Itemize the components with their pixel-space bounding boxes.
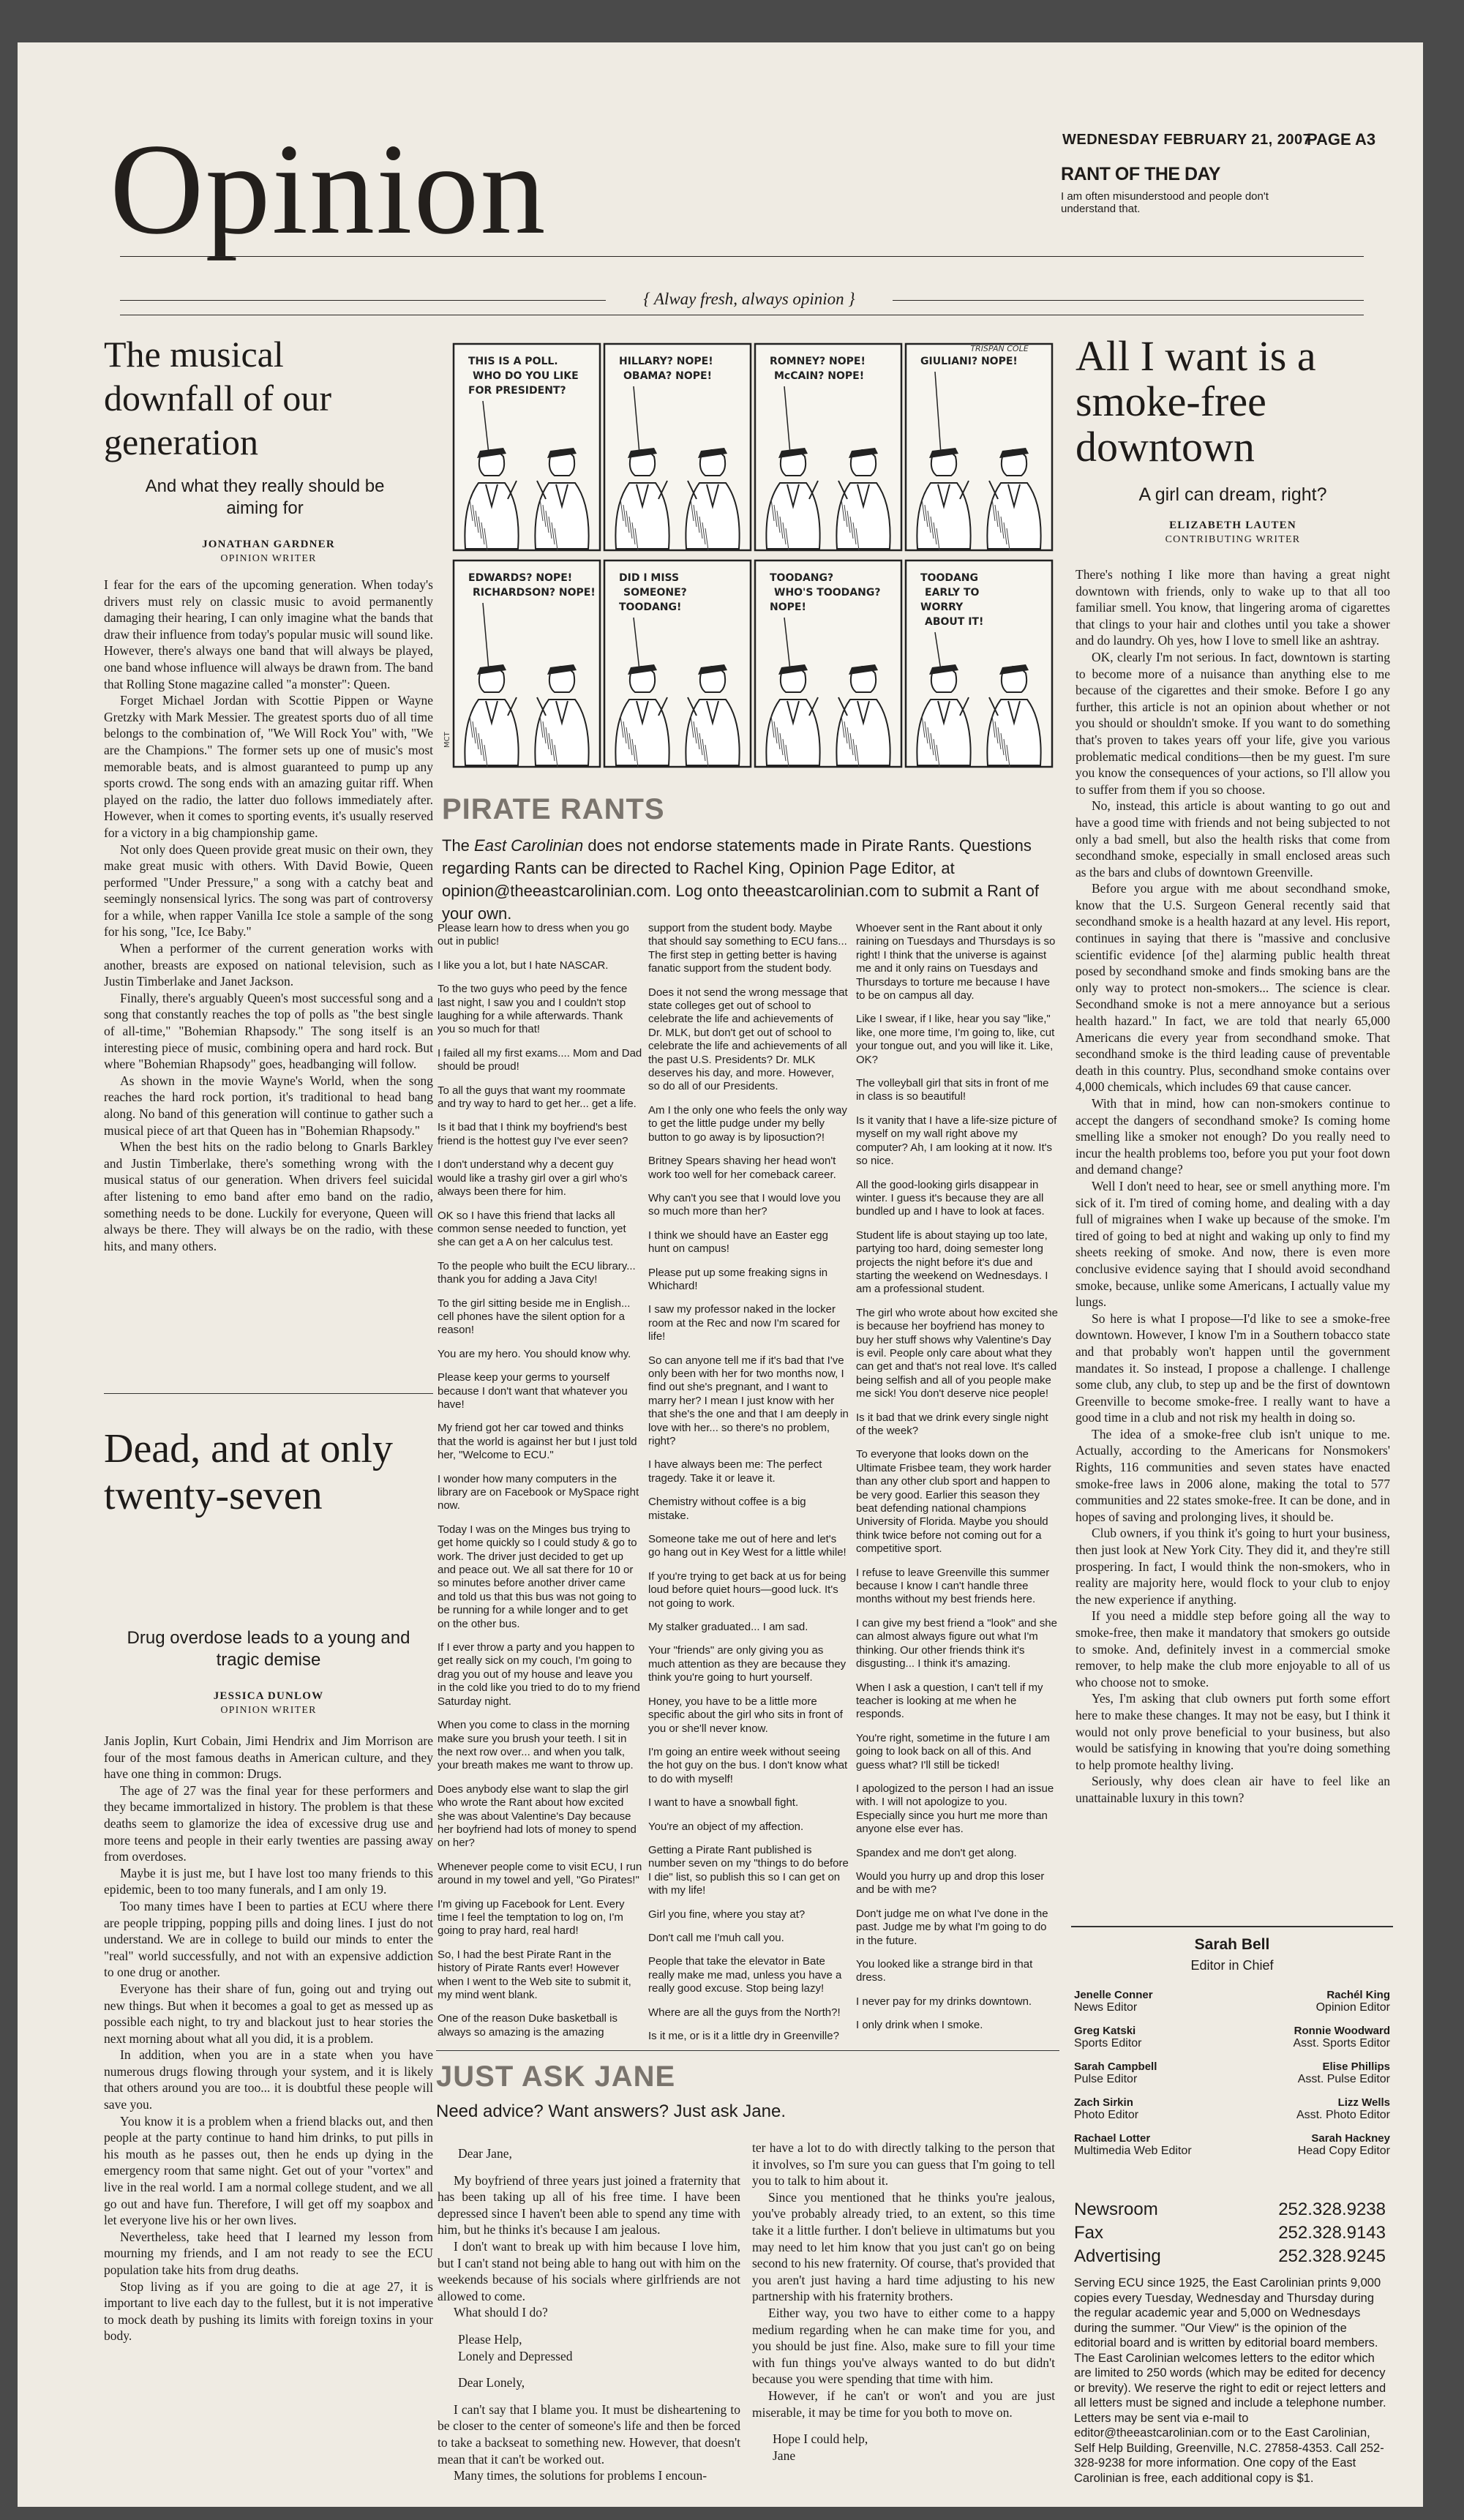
smoke-paragraph: Well I don't need to hear, see or smell anything more. I'm sick of it. I'm tired of coming home, and dealing with a day full of migraines when I wake up because of the smoke. I'm tired of going to bed at night and waking up only to find my sheets reeking of smoke. And now, there is even more conclusive evidence saying that I should avoid secondhand smoke, because, unlike some Americans, I actually value my lungs. — [1076, 1178, 1390, 1310]
music-paragraph: When the best hits on the radio belong to Gnarls Barkley and Justin Timberlake, there's something wrong with the musical status of our generation. When drivers feel suicidal after listening to emo band after emo band on the radio, something needs to be done. Luckily for everyone, Queen will always be there. They will always be on the radio, with these hits, and many others. — [104, 1139, 433, 1253]
rant-item: If you're trying to get back at us for being loud before quiet hours—good luck. It's not going to work. — [648, 1570, 847, 1610]
speech-text: NOPE! — [770, 601, 806, 613]
rant-item: When I ask a question, I can't tell if my teacher is looking at me when he responds. — [856, 1681, 1043, 1721]
rant-item: Like I swear, if I like, hear you say "like," like, one more time, I'm going to, like, cut your tongue out, and you will like it. Like, OK? — [856, 1013, 1055, 1066]
rants-column-3 — [856, 922, 1058, 2049]
staff-title: Opinion Editor — [1315, 2001, 1390, 2014]
dead-author-role: OPINION WRITER — [220, 1705, 317, 1716]
rant-item: Getting a Pirate Rant published is number seven on my "things to do before I die" list, so publish this so I can get on with my life! — [648, 1843, 849, 1897]
letter-salutation: Dear Lonely, — [458, 2375, 525, 2390]
staff-name: Sarah Hackney — [1311, 2132, 1390, 2145]
speech-text: EARLY TO — [925, 587, 980, 599]
rant-item: You're an object of my affection. — [648, 1820, 804, 1833]
smoke-paragraph: So here is what I propose—I'd like to see a smoke-free downtown. However, I know I'm in a Southern tobacco state and that probably won't happen until the government mandates it. So instead, I propose a challenge. I challenge some club, any club, to step up and be the first of downtown Greenville to become smoke-free. I really want to have a good time in a club and not risk my health in doing so. — [1076, 1310, 1390, 1425]
dead-paragraph: Nevertheless, take heed that I learned my lesson from mourning my friends, and I am not ready to see the ECU population take hits from drug deaths. — [104, 2229, 433, 2277]
rant-item: To the girl sitting beside me in English... cell phones have the silent option for a reason! — [438, 1297, 631, 1337]
rants-column-2 — [648, 922, 849, 2049]
rant-item: I failed all my first exams.... Mom and Dad should be proud! — [438, 1046, 642, 1073]
rant-item: When you come to class in the morning make sure you brush your teeth. I sit in the next row over... and when you talk, your breath makes me want to throw up. — [438, 1719, 634, 1772]
speech-text: WHO'S TOODANG? — [774, 587, 881, 599]
dead-paragraph: Stop living as if you are going to die at age 27, it is important to live each day to the fullest, but it is not imperative to mock death by pushing its limits with foreign toxins in your body. — [104, 2279, 433, 2344]
dead-paragraph: You know it is a problem when a friend blacks out, and then people at the party continue to hand him drinks, to put pills in his mouth as he passes out, then he ends up dying in the emergency room that same night. Get out of your "vortex" and live in the real world. I am a normal college student, and we all go out and have fun. Therefore, I will get off my soapbox and let everyone live his or her own lives. — [104, 2113, 433, 2228]
letter-paragraph: ter have a lot to do with directly talking to the person that it involves, so I'm sure you can guess that I'm going to tell you to talk to him about it. — [752, 2140, 1055, 2189]
letter-signature: Lonely and Depressed — [458, 2348, 573, 2363]
rant-item: Why can't you see that I would love you so much more than her? — [648, 1191, 841, 1218]
section-title: Opinion — [110, 116, 547, 261]
contact-list — [1074, 2198, 1390, 2268]
rant-item: Is it bad that we drink every single night of the week? — [856, 1411, 1048, 1437]
rant-item: support from the student body. Maybe that should say something to ECU fans... The first step in getting better is having fanatic support from the student body. — [648, 922, 847, 975]
staff-title: Pulse Editor — [1074, 2073, 1138, 2085]
music-subheadline: And what they really should be aiming for — [145, 476, 385, 518]
music-author: JONATHAN GARDNER — [202, 539, 335, 550]
music-paragraph: I fear for the ears of the upcoming generation. When today's drivers must rely on classic music to avoid permanently damaging their hearing, I can only imagine what the bands that draw their influence from today's popular music will sound like. However, there's always one band that will always be played, one band whose influence will always be drawn from. The band that Rolling Stone magazine called "a monster": Queen. — [104, 577, 433, 691]
rant-item: Girl you fine, where you stay at? — [648, 1908, 806, 1921]
rant-item: I have always been me: The perfect tragedy. Take it or leave it. — [648, 1458, 822, 1485]
rant-item: Please learn how to dress when you go out in public! — [438, 922, 629, 948]
rant-item: Where are all the guys from the North?! — [648, 2006, 841, 2019]
left-column-divider — [104, 1393, 433, 1394]
staff-name: Rachél King — [1326, 1989, 1390, 2001]
smoke-paragraph: With that in mind, how can non-smokers continue to accept the dangers of secondhand smoke? Is coming home smelling like a smoker not enough? Do you really need to incur the health problems too, before you put your foot down and demand change? — [1076, 1096, 1390, 1177]
jane-column-2 — [752, 2140, 1055, 2469]
speech-text: RICHARDSON? NOPE! — [473, 587, 596, 599]
masthead-tagline: { Alway fresh, always opinion } — [610, 290, 888, 309]
music-paragraph: Forget Michael Jordan with Scottie Pippen or Wayne Gretzky with Mark Messier. The greatest sports duo of all time belongs to the combination of, "We Will Rock You" with, "We are the Champions." The former sets up one of music's most memorable beats, and is almost guaranteed to pump up any sports crowd. The song ends with an amazing guitar riff. When played on the radio, the latter duo follows immediately after. However, when it comes to sporting events, it's usually reserved for a victory in a big championship game. — [104, 693, 433, 840]
dead-paragraph: In addition, when you are in a state when you have numerous drugs flowing through your system, and it is likely that others around you are too... it is doubtful these people will save you. — [104, 2047, 433, 2112]
rant-item: Does it not send the wrong message that state colleges get out of school to celebrate the life and achievements of Dr. MLK, but don't get out of school to celebrate the life and achievements of all the past U.S. Presidents? Dr. MLK deserves his day, and more. However, so do all of our Presidents. — [648, 986, 848, 1093]
rant-item: Honey, you have to be a little more specific about the girl who sits in front of you or she'll never know. — [648, 1695, 843, 1735]
intro-rest: does not endorse statements made in Pirate Rants. Questions regarding Rants can be directed to Rachel King, Opinion Page Editor, at opinion@theeastcarolinian.com. Log onto theeastcarolinian.com to submit a Rant of your own. — [442, 836, 1040, 923]
speech-text: McCAIN? NOPE! — [774, 370, 865, 382]
rant-of-day-text: I am often misunderstood and people don't understand that. — [1061, 190, 1269, 215]
rant-item: Don't judge me on what I've done in the past. Judge me by what I'm going to do in the future. — [856, 1907, 1048, 1947]
rant-item: Does anybody else want to slap the girl who wrote the Rant about how excited she was about Valentine's Day because her boyfriend had lots of money to spend on her? — [438, 1782, 637, 1850]
letter-paragraph: I don't want to break up with him because I love him, but I can't stand not being able to hang out with him on the weekends because of his socials where girlfriends are not allowed to come. — [438, 2238, 740, 2303]
music-paragraph: Finally, there's arguably Queen's most successful song and a song that constantly reaches the top of polls as "the best single of all-time," "Bohemian Rhapsody." The song itself is an interesting piece of music, combining opera and hard rock. But where "Bohemian Rhapsody" goes, headbanging will follow. — [104, 990, 433, 1072]
wire-credit: MCT — [443, 732, 451, 748]
rant-item: Someone take me out of here and let's go hang out in Key West for a little while! — [648, 1533, 847, 1559]
speech-text: HILLARY? NOPE! — [619, 356, 713, 367]
rant-item: I'm going an entire week without seeing the hot guy on the bus. I don't know what to do with myself! — [648, 1745, 848, 1785]
dead-headline: Dead, and at only twenty-seven — [104, 1426, 393, 1518]
smoke-body — [1076, 566, 1390, 1920]
contact-row — [1074, 2245, 1390, 2268]
letter-salutation: Dear Jane, — [458, 2146, 512, 2161]
contact-label: Advertising — [1074, 2246, 1161, 2266]
dead-paragraph: Too many times have I been to parties at ECU where there are people tripping, popping pills and doing lines. I just do not understand. We are in college to build our minds to enter the "real" world successfully, and not with an expensive addiction to one drug or another. — [104, 1898, 433, 1980]
staff-row — [1074, 2096, 1390, 2122]
staff-title: News Editor — [1074, 2001, 1138, 2014]
rant-item: Britney Spears shaving her head won't work too well for her comeback career. — [648, 1155, 836, 1181]
smoke-paragraph: There's nothing I like more than having a great night downtown with friends, only to wake up to that all too familiar smell. You know, that lingering aroma of cigarettes that clings to your hair and clothes until you take a shower and do laundry. Oh yes, how I love to smell like an ashtray. — [1076, 567, 1390, 648]
staff-row — [1074, 2060, 1390, 2086]
staff-name: Zach Sirkin — [1074, 2096, 1133, 2109]
rant-item: All the good-looking girls disappear in winter. I guess it's because they are all bundled up and I have to look at faces. — [856, 1178, 1045, 1218]
rant-item: I refuse to leave Greenville this summer because I know I can't handle three months without my best friends here. — [856, 1566, 1050, 1606]
staff-title: Photo Editor — [1074, 2109, 1139, 2121]
rant-item: People that take the elevator in Bate really make me mad, unless you have a really good excuse. Stop being lazy! — [648, 1955, 842, 1995]
contact-row — [1074, 2198, 1390, 2221]
cartoonist-credit: TRISPAN COLE — [970, 344, 1029, 353]
staff-name: Ronnie Woodward — [1294, 2025, 1390, 2037]
letter-paragraph: I can't say that I blame you. It must be disheartening to be closer to the center of someone's life and then be forced to take a backseat to something new. However, that doesn't mean that it can't be worked out. — [438, 2401, 740, 2467]
speech-text: GIULIANI? NOPE! — [920, 356, 1018, 367]
letter-paragraph: Since you mentioned that he thinks you're jealous, you've probably already tried, to an extent, so this time take it a little further. I don't believe in ultimatums but you may need to let him know that you just can't go on being second to his new fraternity. Of course, that's provided that you aren't just having a hard time adjusting to his new partnership with his fraternity brothers. — [752, 2189, 1055, 2304]
rant-item: I saw my professor naked in the locker room at the Rec and now I'm scared for life! — [648, 1303, 841, 1343]
cartoon-panel — [454, 344, 600, 550]
speech-text: ABOUT IT! — [925, 616, 984, 628]
rant-item: Spandex and me don't get along. — [856, 1846, 1017, 1859]
staff-row — [1074, 1989, 1390, 2014]
dead-body — [104, 1733, 433, 2464]
speech-text: TOODANG? — [770, 572, 834, 584]
staff-title: Asst. Sports Editor — [1293, 2037, 1390, 2050]
rant-item: Am I the only one who feels the only way to get the little pudge under my belly button to go away is by liposuction?! — [648, 1103, 847, 1144]
letter-paragraph: Either way, you two have to either come to a happy medium regarding when he can make time for you, and you should be just fine. Also, make sure to fill your time with fun things you've always wanted to do but didn't because you were spending that time with him. — [752, 2305, 1055, 2387]
rant-item: One of the reason Duke basketball is always so amazing is the amazing — [438, 2012, 617, 2039]
smoke-headline: All I want is a smoke-free downtown — [1076, 332, 1316, 470]
cartoon-panel — [906, 344, 1052, 550]
music-author-role: OPINION WRITER — [220, 553, 317, 564]
tagline-rule-left — [120, 300, 606, 301]
editor-in-chief-name: Sarah Bell — [1194, 1936, 1270, 1953]
smoke-subheadline: A girl can dream, right? — [1138, 484, 1327, 505]
rant-item: To everyone that looks down on the Ultimate Frisbee team, they work harder than any other club sport and happen to be very good. Earlier this season they beat defending national champions University of Florida. Maybe you should think twice before not coming out for a competitive sport. — [856, 1448, 1051, 1556]
rant-item: To the two guys who peed by the fence last night, I saw you and I couldn't stop laughing for a while afterwards. Thank you so much for that! — [438, 983, 628, 1036]
rant-item: I like you a lot, but I hate NASCAR. — [438, 959, 609, 972]
staff-policy: Serving ECU since 1925, the East Carolinian prints 9,000 copies every Tuesday, Wednesday and Thursday during the regular academic year and 5,000 on Wednesdays during the summer. "Our View" is the opinion of the editorial board and is written by editorial board members. The East Carolinian welcomes letters to the editor which are limited to 250 words (which may be edited for decency or brevity). We reserve the right to edit or reject letters and all letters must be signed and include a telephone number. Letters may be sent via e-mail to editor@theeastcarolinian.com or to the East Carolinian, Self Help Building, Greenville, N.C. 27858-4353. Call 252-328-9238 for more information. One copy of the East Carolinian is free, each additional copy is $1. — [1074, 2276, 1386, 2485]
cartoon-panel — [454, 560, 600, 767]
tagline-rule-right — [893, 300, 1364, 301]
staff-row — [1074, 2132, 1390, 2158]
speech-text: OBAMA? NOPE! — [623, 370, 712, 382]
rant-item: I never pay for my drinks downtown. — [856, 1995, 1032, 2008]
staff-name: Lizz Wells — [1337, 2096, 1390, 2109]
cartoon-panel — [755, 560, 901, 767]
speech-text: FOR PRESIDENT? — [468, 385, 566, 397]
newspaper-page — [18, 42, 1423, 2507]
issue-date: WEDNESDAY FEBRUARY 21, 2007 — [1062, 132, 1312, 148]
staff-title: Asst. Pulse Editor — [1297, 2073, 1390, 2085]
rant-item: My friend got her car towed and thinks that the world is against her but I just told her, "Welcome to ECU." — [438, 1422, 637, 1462]
smoke-paragraph: OK, clearly I'm not serious. In fact, downtown is starting to become more of a nuisance than anything else to me because of the cigarettes and their smoke. Before I go any further, this article is not an opinion about whether or not you should or shouldn't smoke. If you want to do something that's proven to takes years off your life, give you various problematic medical conditions—then be my guest. I'm sure you know the consequences of your actions, so I'll allow you to suffer from them if you so choose. — [1076, 649, 1390, 797]
smoke-paragraph: Yes, I'm asking that club owners put forth some effort here to make these changes. It may not be easy, but I think it would not only prove beneficial to your business, but also would be satisfying in knowing that you're doing something to help promote healthy living. — [1076, 1691, 1390, 1772]
contact-number: 252.328.9238 — [1278, 2200, 1386, 2219]
rant-item: Please put up some freaking signs in Whichard! — [648, 1266, 828, 1292]
rant-item: You looked like a strange bird in that dress. — [856, 1958, 1033, 1984]
speech-text: TOODANG — [920, 572, 979, 584]
jane-column-1 — [438, 2140, 740, 2483]
letter-signature: Jane — [773, 2448, 796, 2463]
rant-item: To all the guys that want my roommate and try way to hard to get her... get a life. — [438, 1084, 637, 1111]
dead-paragraph: Everyone has their share of fun, going out and trying out new things. But when it becomes a goal to get as messed up as possible each night, to try and blackout just to hear stories the next morning about what all you did, it is a problem. — [104, 1981, 433, 2046]
speech-text: WORRY — [920, 601, 964, 613]
cartoon-panel — [604, 344, 751, 550]
rant-item: The girl who wrote about how excited she is because her boyfriend has money to buy her stuff shows why Valentine's Day is evil. People only care about what they can get and that's not real love. It's called being selfish and all of you people make me sick! You don't deserve nice people! — [856, 1306, 1058, 1400]
dead-paragraph: The age of 27 was the final year for these performers and they became immortalized in history. The problem is that these deaths seem to glamorize the idea of excessive drug use and more teens and people in their early twenties are passing away from overdoses. — [104, 1782, 433, 1864]
cartoon-panel — [906, 560, 1052, 767]
rant-item: You are my hero. You should know why. — [438, 1347, 631, 1360]
rant-item: So can anyone tell me if it's bad that I've only been with her for two months now, I find out she's pregnant, and I want to marry her? I mean I just know with her that she's the one and that I am deeply in love with her... so there's no problem, right? — [648, 1354, 849, 1447]
masthead-rule-top — [120, 256, 1364, 257]
rant-item: Your "friends" are only giving you as much attention as they are because they think you're going to hurt yourself. — [648, 1644, 847, 1684]
staff-title: Sports Editor — [1074, 2037, 1142, 2050]
intro-prefix: The — [442, 836, 475, 855]
smoke-paragraph: No, instead, this article is about wanting to go out and have a good time with friends and not being subjected to not only a bad smell, but also the health risks that come from secondhand smoke, especially in small enclosed areas such as the bars and clubs of downtown Greenville. — [1076, 798, 1390, 880]
letter-signoff: Hope I could help, — [773, 2431, 868, 2447]
rant-item: OK so I have this friend that lacks all common sense needed to function, yet she can get a A on her calculus test. — [438, 1209, 626, 1249]
letter-signoff: Please Help, — [458, 2331, 522, 2347]
staff-name: Rachael Lotter — [1074, 2132, 1151, 2145]
rant-item: Would you hurry up and drop this loser and be with me? — [856, 1870, 1045, 1897]
letter-paragraph: What should I do? — [454, 2305, 548, 2320]
speech-text: ROMNEY? NOPE! — [770, 356, 866, 367]
rant-item: The volleyball girl that sits in front of me in class is so beautiful! — [856, 1077, 1049, 1103]
rant-item: I'm giving up Facebook for Lent. Every time I feel the temptation to log on, I'm going to pray hard, real hard! — [438, 1897, 625, 1938]
staff-top-rule — [1071, 1926, 1393, 1927]
pirate-rants-title: PIRATE RANTS — [442, 793, 665, 825]
rant-item: You're right, sometime in the future I am going to look back on all of this. And guess what? I'll still be ticked! — [856, 1731, 1050, 1771]
cartoon-panel — [604, 560, 751, 767]
letter-paragraph: Many times, the solutions for problems I encoun- — [454, 2468, 707, 2483]
smoke-paragraph: Club owners, if you think it's going to hurt your business, then just look at New York City. They did it, and they're still prospering. In fact, I would think the non-smokers, who in reality are majority here, would flock to your club to enjoy the new experience if anything. — [1076, 1526, 1390, 1607]
rant-item: I only drink when I smoke. — [856, 2019, 983, 2032]
rant-item: Today I was on the Minges bus trying to get home quickly so I could study & go to work. The driver just decided to get up and peace out. We all sat there for 10 or so minutes before another driver came and told us that this bus was not going to be running for a while longer and to get on the other bus. — [438, 1523, 637, 1630]
staff-name: Greg Katski — [1074, 2025, 1136, 2037]
intro-paper-name: East Carolinian — [474, 836, 584, 855]
staff-name: Elise Phillips — [1322, 2060, 1390, 2073]
staff-row — [1074, 2025, 1390, 2050]
rant-item: So, I had the best Pirate Rant in the history of Pirate Rants ever! However when I went to the Web site to submit it, my mind went blank. — [438, 1948, 631, 2001]
rant-item: Chemistry without coffee is a big mistake. — [648, 1496, 806, 1522]
political-cartoon — [443, 338, 1054, 781]
contact-row — [1074, 2221, 1390, 2245]
rant-item: I think we should have an Easter egg hunt on campus! — [648, 1229, 828, 1256]
letter-paragraph: My boyfriend of three years just joined a fraternity that has been taking up all of his free time. I have been depressed since I haven't been able to spend any time with him, but he thinks it's because I am jealous. — [438, 2172, 740, 2238]
staff-title: Multimedia Web Editor — [1074, 2145, 1192, 2157]
smoke-author: ELIZABETH LAUTEN — [1169, 520, 1296, 531]
jane-subtitle: Need advice? Want answers? Just ask Jane. — [436, 2101, 787, 2121]
rant-item: Is it bad that I think my boyfriend's best friend is the hottest guy I've ever seen? — [438, 1121, 628, 1147]
rant-item: I can give my best friend a "look" and she can almost always figure out what I'm thinking. Our other friends think it's disgusting... I think it's amazing. — [856, 1616, 1057, 1670]
dead-subheadline: Drug overdose leads to a young and tragic demise — [127, 1628, 410, 1670]
letter-paragraph: However, if he can't or won't and you are just miserable, it may be time for you both to move on. — [752, 2388, 1055, 2420]
music-paragraph: When a performer of the current generation works with another, breasts are exposed on national television, such as Justin Timberlake and Janet Jackson. — [104, 941, 433, 989]
rant-item: I want to have a snowball fight. — [648, 1796, 799, 1810]
speech-text: EDWARDS? NOPE! — [468, 572, 573, 584]
jane-top-rule — [436, 2050, 1059, 2051]
rant-item: If I ever throw a party and you happen to get really sick on my couch, I'm going to drag you out of my house and leave you in the cold like you tried to do to my friend Saturday night. — [438, 1641, 640, 1708]
pirate-rants-intro — [442, 834, 1056, 925]
rant-item: Don't call me I'muh call you. — [648, 1931, 784, 1944]
speech-text: DID I MISS — [619, 572, 680, 584]
music-paragraph: As shown in the movie Wayne's World, when the song reaches the hard rock portion, it's traditional to head bang along. No band of this generation will continue to gather such a musical piece of art that Queen has in "Bohemian Rhapsody." — [104, 1073, 433, 1138]
music-body — [104, 577, 433, 1381]
music-paragraph: Not only does Queen provide great music on their own, they make great music with others. With David Bowie, Queen performed "Under Pressure," a song with a catchy beat and seemingly nonsensical lyrics. The song was part of controversy for a while, when rapper Vanilla Ice stole a sample of the song for his song, "Ice, Ice Baby." — [104, 841, 433, 940]
staff-title: Head Copy Editor — [1297, 2145, 1390, 2157]
rant-item: To the people who built the ECU library... thank you for adding a Java City! — [438, 1259, 636, 1286]
speech-text: THIS IS A POLL. — [468, 356, 558, 367]
dead-author: JESSICA DUNLOW — [213, 1690, 324, 1702]
contact-number: 252.328.9245 — [1278, 2246, 1386, 2266]
rant-item: I wonder how many computers in the library are on Facebook or MySpace right now. — [438, 1472, 639, 1512]
contact-number: 252.328.9143 — [1278, 2223, 1386, 2243]
rant-item: Please keep your germs to yourself because I don't want that whatever you have! — [438, 1371, 628, 1411]
smoke-paragraph: Before you argue with me about secondhand smoke, know that the U.S. Surgeon General recently said that secondhand smoke is a health hazard at any level. His report, continues in saying that there is "massive and conclusive scientific evidence [of the] alarming public health threat posed by secondhand smoke and finds smoking bans are the only way to protect non-smokers... The science is clear. Secondhand smoke is not a mere annoyance but a serious health hazard." In fact, we are told that nearly 65,000 Americans die every year from secondhand smoke. That secondhand smoke is the third leading cause of preventable death in this country. Plus, secondhand smoke contains over 4,000 chemicals, which includes 69 that cause cancer. — [1076, 881, 1390, 1095]
staff-list — [1074, 1989, 1390, 2168]
page-number: PAGE A3 — [1307, 130, 1376, 149]
rant-item: Is it me, or is it a little dry in Greenville? — [648, 2030, 839, 2042]
contact-label: Newsroom — [1074, 2200, 1158, 2219]
cartoon-panel — [755, 344, 901, 550]
rants-column-1 — [438, 922, 642, 2049]
speech-text: SOMEONE? — [623, 587, 687, 599]
cartoon-strip — [443, 338, 1054, 781]
dead-paragraph: Janis Joplin, Kurt Cobain, Jimi Hendrix and Jim Morrison are four of the most famous deaths in American culture, and they have one thing in common: Drugs. — [104, 1733, 433, 1782]
rant-item: Student life is about staying up too late, partying too hard, doing semester long projects the night before it's due and starting the weekend on Wednesdays. I am a professional student. — [856, 1229, 1048, 1296]
smoke-paragraph: Seriously, why does clean air have to feel like an unattainable luxury in this town? — [1076, 1774, 1390, 1805]
rant-item: My stalker graduated... I am sad. — [648, 1621, 808, 1634]
smoke-paragraph: If you need a middle step before going all the way to smoke-free, then make it mandatory that smokers go outside to smoke. And, definitely invest in a commercial smoke remover, to help make the club more enjoyable to all of us who choose not to smoke. — [1076, 1608, 1390, 1690]
staff-title: Asst. Photo Editor — [1296, 2109, 1390, 2121]
staff-name: Sarah Campbell — [1074, 2060, 1157, 2073]
rant-item: Whoever sent in the Rant about it only raining on Tuesdays and Thursdays is so right! I think that the universe is against me and it only rains on Tuesdays and Thursdays to torture me because I have to be on campus all day. — [856, 922, 1056, 1002]
smoke-paragraph: The idea of a smoke-free club isn't unique to me. Actually, according to the Americans for Nonsmokers' Rights, 116 communities and seven states have enacted smoke-free laws in 2006 alone, making the total to 577 communities and 22 states smoke-free. It can be done, and in hopes of saving and prolonging lives, it should be. — [1076, 1426, 1390, 1524]
contact-label: Fax — [1074, 2223, 1104, 2243]
staff-name: Jenelle Conner — [1074, 1989, 1153, 2001]
rant-item: I apologized to the person I had an issue with. I will not apologize to you. Especially since you hurt me more than anyone else ever has. — [856, 1782, 1054, 1836]
rant-item: Is it vanity that I have a life-size picture of myself on my wall right above my computer? Ah, I am looking at it now. It's so nice. — [856, 1114, 1057, 1168]
jane-title: JUST ASK JANE — [436, 2060, 676, 2093]
speech-text: TOODANG! — [619, 601, 682, 613]
speech-text: WHO DO YOU LIKE — [473, 370, 579, 382]
rant-item: I don't understand why a decent guy would like a trashy girl over a girl who's always been there for him. — [438, 1158, 628, 1199]
dead-paragraph: Maybe it is just me, but I have lost too many friends to this epidemic, been to too many funerals, and I am only 19. — [104, 1865, 433, 1897]
rant-item: Whenever people come to visit ECU, I run around in my towel and yell, "Go Pirates!" — [438, 1860, 642, 1887]
rant-of-day-title: RANT OF THE DAY — [1061, 164, 1220, 184]
smoke-author-role: CONTRIBUTING WRITER — [1165, 534, 1301, 545]
music-headline: The musical downfall of our generation — [104, 334, 332, 462]
editor-in-chief-title: Editor in Chief — [1190, 1958, 1274, 1973]
